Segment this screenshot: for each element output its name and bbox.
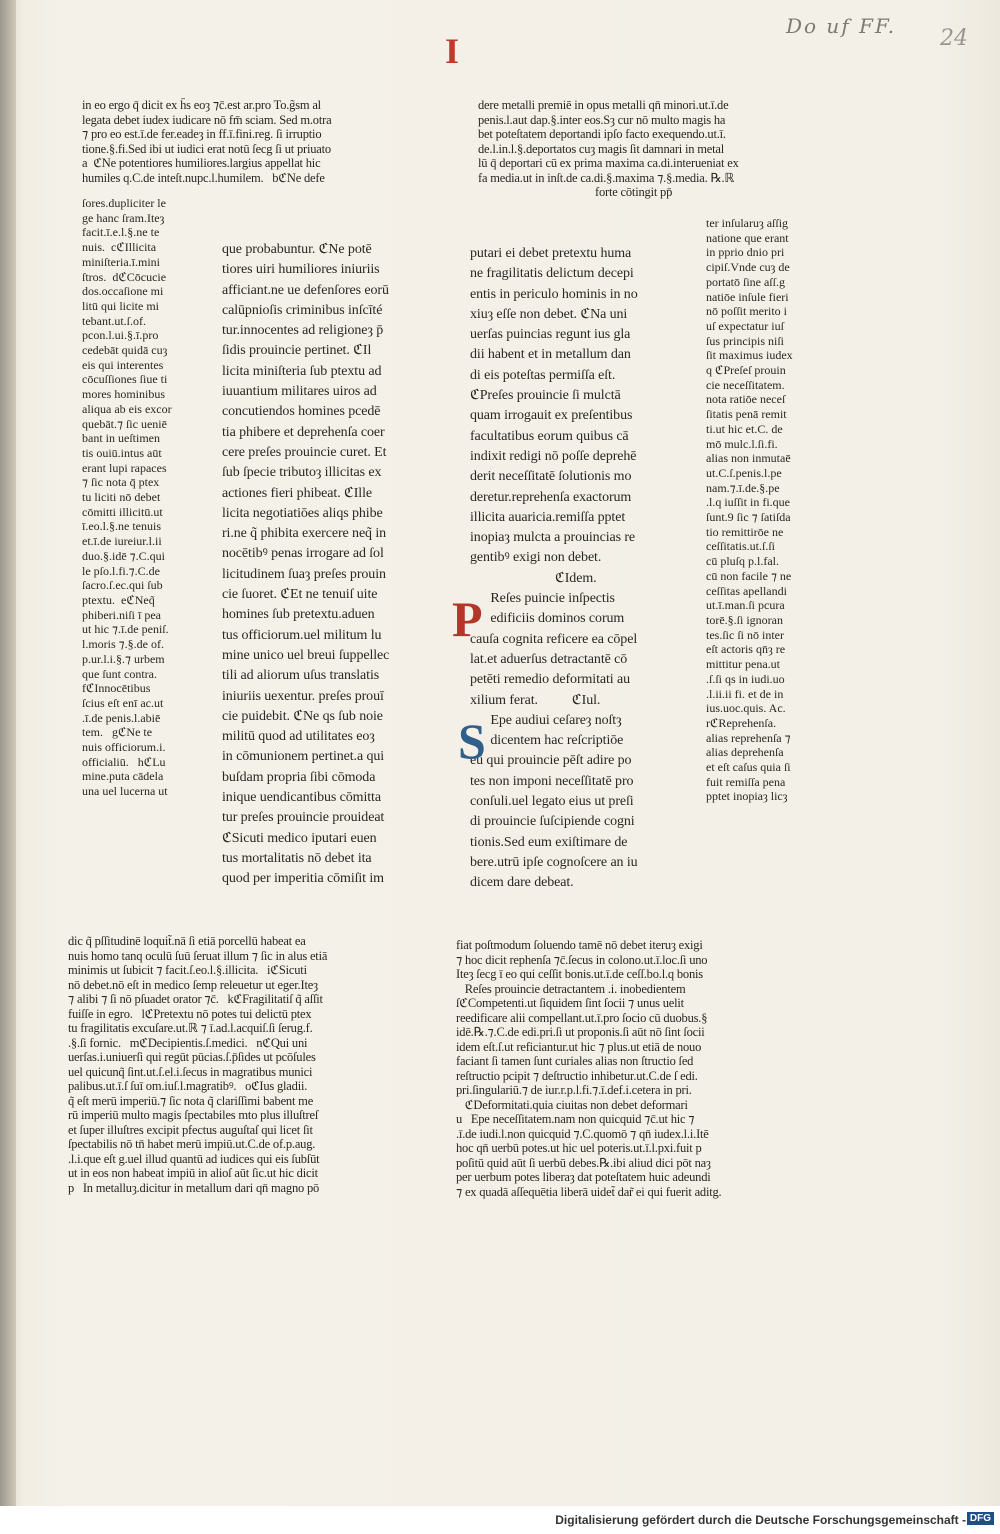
initial-letter-s: S <box>458 713 486 769</box>
gloss-bottom-left: dic q̃ pſſitudinē loquit̃.nā ſi etiā porcellū habeat ea nuis homo tanq oculū ſuū ſeruat illum ⁊ ſic in alus etiā minimis ut ſubicit ⁊ facit.ſ.eo.l.§.illicita. iℭSicuti nō debet.nō eſt in medico ſemp releuetur ut eger.Iteȝ ⁊ alibi ⁊ ſi nō pſuadet orator ⁊c̄. kℭFragilitatiſ q̃ aſſit fuiſſe in egro. lℭPretextu nō potes tui delictū ptex tu fragilitatis excuſare.ut.ℝ ⁊ ī.ad.l.acquiſ.ſi ſerug.f. .§.ſi fornic. mℭDecipientis.ſ.medici. nℭQui uni uerſas.i.uniuerſi qui regūt pūcias.ſ.p̄ſides ut pcōſules uel quicunq̃ ſint.ut.ſ.el.i.ſecus in magratibus munici palibus.ut.ī.ſ ſuī om.iuſ.l.magratibꝰ. oℭIus gladii. q̃ eſt merū imperiū.⁊ ſic nota q̃ clariſſimi babent me rū imperiū multo magis ſpectabiles mto plus illuſtreſ et ſuper illuſtres excipit pfectus auguſtaſ qui licet ſit ſpectabilis nō tn̄ habet merū impiū.ut.C.de of.p.aug. .l.i.que eſt g.uel illud quantū ad iudices qui eis ſubſūt ut in eos non habeat impiū in alioſ aūt ſic.ut hic dicit p In metalluȝ.dicitur in metallum dari qn̄ magno pō <box>68 934 328 1195</box>
gloss-bottom-right: fiat poſtmodum ſoluendo tamē nō debet iteruȝ exigi ⁊ hoc dicit rephenſa ⁊c̄.ſecus in colono.ut.ī.loc.ſi uno Iteȝ ſecg ī eo qui ceſſit bonis.ut.ī.de ceſſ.bo.l.q bonis Reſes prouincie detractantem .i. inobedientem ſℭCompetenti.ut ſiquidem ſint ſocii ⁊ unus uelit reedificare alii compellant.ut.ī.pro ſocio cū duobus.§ idē.℞.⁊.C.de edi.pri.ſi ut proponis.ſi aūt nō ſint ſocii idem eſt.ſ.ut reficiantur.ut hic ⁊ plus.ut etiā de nouo faciant ſi tamen ſunt curiales alias non ſtructio ſed reſtructio pcipit ⁊ deſtructio inhibetur.ut.C.de ſ edi. pri.ſingulariū.⁊ de iur.r.p.l.fi.⁊.ī.def.i.cetera in pri. ℭDeformitati.quia ciuitas non debet deformari u Epe neceſſitatem.nam non quicquid ⁊c̄.ut hic ⁊ .ī.de iudi.l.non quicquid ⁊.C.quomō ⁊ qn̄ iudex.l.i.Itē hoc qn̄ uerbū potes.ut hic uel poteris.ut.ī.l.pxi.fuit p poſitū quid aūt ſi uerbū debes.℞.ibi aliud dici pōt naȝ per uerbum potes liberaȝ dat poteſtatem huic adeundi ⁊ ex quadā aſſequētia liberā uidet̃ dar̃ ei qui fuerit aditg. <box>456 938 722 1199</box>
book-gutter <box>0 0 16 1534</box>
footer-credit: Digitalisierung gefördert durch die Deutsche Forschungsgemeinschaft - <box>555 1513 966 1527</box>
handwritten-note: Do uf FF. <box>786 14 897 38</box>
gloss-right-margin: ter inſularuȝ aſſig natione que erant in pprio dnio pri cipiſ.Vnde cuȝ de portatō ſine aſſ.g natiōe inſule fieri nō poſſit merito i uſ expectatur iuſ ſus principis niſi ſit maximus iudex q ℭPreſeſ prouin cie neceſſitatem. nota ratiōe neceſ ſitatis penā remit ti.ut hic et.C. de mō mulc.l.ſi.fi. alias non inmutaē ut.C.ſ.penis.l.pe nam.⁊.ī.de.§.pe .l.q iuſſit in fi.que ſunt.9 ſic ⁊ ſatiſda tio remittirōe ne ceſſitatis.ut.ſ.ſi cū pluſq p.l.fal. cū non facile ⁊ ne ceſſitas apellandi ut.ī.man.ſi pcura torē.§.ſi ignoran tes.ſic ſi nō inter eſt actoris qn̄ȝ re mittitur pena.ut .ſ.ſi qs in iudi.uo .l.ii.ii fi. et de in ius.uoc.quis. Ac. rℭReprehenſa. alias reprehenſa ⁊ alias deprehenſa et eſt caſus quia ſi fuit remiſſa pena pptet inopiaȝ licȝ <box>706 216 793 804</box>
initial-letter-p: P <box>452 591 483 647</box>
dfg-logo: DFG <box>967 1512 994 1525</box>
folio-number: 24 <box>940 26 968 51</box>
digitization-footer <box>0 1506 1000 1534</box>
gloss-left-margin: ſores.dupliciter le ge hanc ſram.Iteȝ facit.ī.e.l.§.ne te nuis. cℭIllicita miniſteria.ī.mini ſtros. dℭCōcucie dos.occaſione mi litū qui licite mi tebant.ut.ſ.of. pcon.l.ui.§.ī.pro cedebāt quidā cuȝ eis qui interentes cōcuſſiones ſiue ti mores hominibus aliqua ab eis excor quebāt.⁊ ſic ueniē bant in ueſtimen tis ouiū.intus aūt erant lupi rapaces ⁊ ſic nota q̄ ptex tu liciti nō debet cōmitti illicitū.ut ī.eo.l.§.ne tenuis et.ī.de iureiur.l.ii duo.§.idē ⁊.C.qui le pſo.l.fi.⁊.C.de ſacro.ſ.ec.qui ſub ptextu. eℭNeq̃ phiberi.niſi ī pea ut hic ⁊.ī.de peniſ. l.moris ⁊.§.de of. p.ur.l.i.§.⁊ urbem que ſunt contra. fℭInnocētibus ſcius eſt enī ac.ut .ī.de penis.l.abiē tem. gℭNe te nuis officiorum.i. officialiū. hℭLu mine.puta cādela una uel lucerna ut <box>82 196 172 799</box>
main-text-column-1: que probabuntur. ℭNe potē tiores uiri humiliores iniuriis afficiant.ne ue defenſores eorū calūpnioſis criminibus inſcīté tur.innocentes ad religioneȝ p̄ ſidis prouincie pertinet. ℭIl licita miniſteria ſub ptextu ad iuuantium militares uiros ad concutiendos homines pcedē tia phibere et deprehenſa coer cere preſes prouincie curet. Et ſub ſpecie tributoȝ illicitas ex actiones fieri phibeat. ℭIlle licita negotiatiōes aliqs phibe ri.ne q̃ phibita exercere neq̃ in nocētibꝰ penas irrogare ad ſol licitudinem ſuaȝ preſes prouin cie ſuoret. ℭEt ne tenuiſ uite homines ſub pretextu.aduen tus officiorum.uel militum lu mine unico uel breui ſuppellec tili ad aliorum uſus translatis iniuriis uexentur. preſes prouī cie puidebit. ℭNe qs ſub noie militū quod ad utilitates eoȝ in cōmunionem pertinet.a qui buſdam propria ſibi cōmoda inique uendicantibus cōmitta tur preſes prouincie prouideat ℭSicuti medico iputari euen tus mortalitatis nō debet ita quod per imperitia cōmiſit im <box>222 242 390 887</box>
signature-letter: I <box>445 31 460 71</box>
gloss-top-left: in eo ergo q̄ dicit ex h̄s eoȝ ⁊c̄.est ar.pro To.g̃sm al legata debet iudex iudicare nō fm̄ sciam. Sed m.otra ⁊ pro eo est.ī.de fer.eadeȝ in ff.ī.fini.reg. ſi irruptio tione.§.fi.Sed ibi ut iudici erat notū ſecg ſi ut priuato a ℭNe potentiores humiliores.largius appellat hic humiles q.C.de inteſt.nupc.l.humilem. bℭNe defe <box>82 98 332 185</box>
gloss-top-right: dere metalli premiē in opus metalli qn̄ minori.ut.ī.de penis.l.aut dap.§.inter eos.Sȝ cur nō multo magis ha bet poteſtatem deportandi ipſo facto exequendo.ut.ī. de.l.in.l.§.deportatos cuȝ magis ſit damnari in metal lū q̄ deportari cū ex prima maxima ca.di.interueniat ex fa media.ut in inſt.de ca.di.§.maxima ⁊.§.media. ℞.ℝ forte cōtingit pp̄ <box>478 98 739 199</box>
main-text-column-2: putari ei debet pretextu huma ne fragilitatis delictum decepi entis in periculo hominis in no xiuȝ eſſe non debet. ℭNa uni uerſas puincias regunt ius gla dii habent et in metallum dan di eis poteſtas permiſſa eſt. ℭPreſes prouincie ſi mulctā quam irrogauit ex preſentibus facultatibus eorum quibus cā indixit redigi nō poſſe deprehē derit neceſſitatē ſolutionis mo deretur.reprehenſa exactorum illicita auaricia.remiſſa pptet inopiaȝ mulcta a prouincias re gentibꝰ exigi non debet. ℭIdem. Reſes puincie inſpectis edificiis dominos corum cauſa cognita reficere ea cōpel lat.et aduerſus detractantē cō petēti remedio deformitati au xilium ferat. ℭIul. Epe audiui ceſareȝ noſtȝ dicentem hac reſcriptiōe eū qui prouincie pēſt adire po tes non imponi neceſſitatē pro conſuli.uel legato eius ut preſi di prouincie ſuſcipiende cogni tionis.Sed eum exiſtimare de bere.utrū ipſe cognoſcere an iu dicem dare debeat. <box>470 246 638 891</box>
